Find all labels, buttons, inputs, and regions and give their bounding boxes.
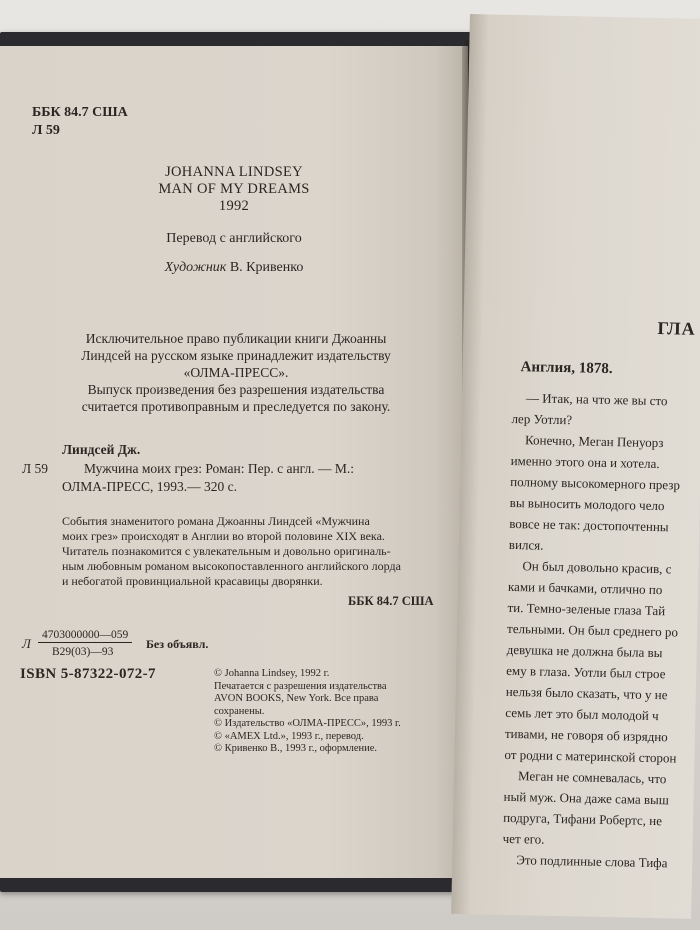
body-line: Конечно, Меган Пенуорз	[524, 432, 664, 451]
annotation-line: Читатель познакомится с увлекательным и довольно оригиналь-	[62, 544, 391, 558]
body-line: ками и бачками, отлично по	[507, 578, 663, 598]
body-line: чет его.	[502, 830, 545, 847]
copyright-line: © Кривенко В., 1993 г., оформление.	[214, 743, 378, 754]
annotation-line: События знаменитого романа Джоанны Линдсей «Мужчина	[62, 514, 370, 528]
body-line: семь лет это был молодой ч	[505, 704, 659, 724]
body-line: ный муж. Она даже сама выш	[503, 788, 670, 808]
fraction-prefix: Л	[22, 636, 31, 651]
annotation-line: ным любовным романом высокопоставленного английского лорда	[62, 559, 401, 573]
translation-note: Перевод с английского	[166, 231, 302, 246]
body-line: нельзя было сказать, что у не	[505, 683, 668, 703]
catalog-code: Л 59	[22, 461, 49, 476]
body-line: ти. Темно-зеленые глаза Тай	[507, 599, 666, 619]
body-text	[502, 387, 684, 873]
body-line: именно этого она и хотела.	[510, 452, 660, 472]
artist-credit	[0, 260, 468, 276]
copyright-block	[214, 668, 401, 756]
chapter-heading: ГЛА	[657, 317, 696, 339]
left-page	[0, 46, 468, 878]
no-announcement: Без объявл.	[146, 637, 209, 651]
artist-label: Художник	[164, 260, 227, 275]
annotation-line: моих грез» происходят в Англии во второй половине XIX века.	[62, 529, 385, 543]
bbk-code: ББК 84.7 США	[32, 105, 128, 120]
place-date: Англия, 1878.	[520, 359, 613, 378]
rights-notice	[26, 330, 446, 415]
annotation	[62, 514, 401, 589]
isbn: ISBN 5-87322-072-7	[20, 666, 156, 682]
body-line: вился.	[508, 536, 544, 553]
body-line: полному высокомерного презр	[510, 473, 681, 493]
copyright-line: © «AMEX Ltd.», 1993 г., перевод.	[214, 730, 364, 742]
body-line: лер Уотли?	[511, 410, 573, 428]
copyright-line: Печатается с разрешения издательства	[214, 680, 387, 692]
copyright-line: © Издательство «ОЛМА-ПРЕСС», 1993 г.	[214, 718, 401, 729]
author-latin: JOHANNA LINDSEY	[165, 164, 303, 180]
fraction-denominator: В29(03)—93	[52, 646, 114, 658]
rights-line: Линдсей на русском языке принадлежит издательству	[81, 348, 391, 363]
body-line: девушка не должна была вы	[506, 641, 663, 661]
annotation-line: и небогатой провинциальной красавицы дворянки.	[62, 574, 323, 588]
body-line: подруга, Тифани Робертс, не	[503, 809, 663, 829]
rights-line: Выпуск произведения без разрешения издательства	[87, 382, 385, 397]
body-line: Это подлинные слова Тифа	[516, 852, 668, 871]
copyright-line: сохранены.	[214, 705, 265, 717]
copyright-line: © Johanna Lindsey, 1992 г.	[214, 668, 330, 679]
body-line: от родни с материнской сторон	[504, 746, 677, 766]
rights-line: Исключительное право публикации книги Джоанны	[85, 331, 387, 346]
body-line: тивами, не говоря об изрядно	[504, 725, 668, 745]
body-line: вовсе не так: достопочтенны	[509, 515, 669, 535]
body-line: ему в глаза. Уотли был строе	[506, 662, 666, 682]
body-line: Он был довольно красив, с	[522, 558, 672, 577]
fraction-numerator: 4703000000—059	[38, 629, 132, 643]
rights-line: считается противоправным и преследуется по закону.	[81, 399, 391, 414]
artist-name: В. Кривенко	[229, 260, 304, 275]
catalog-title: Мужчина моих грез: Роман: Пер. с англ. — М.:	[84, 461, 355, 476]
right-page	[451, 14, 700, 919]
copyright-line: AVON BOOKS, New York. Все права	[214, 693, 379, 704]
body-line: Меган не сомневалась, что	[517, 768, 667, 787]
catalog-author: Линдсей Дж.	[62, 442, 141, 457]
title-latin: MAN OF MY DREAMS	[158, 181, 310, 197]
bbk-bottom: ББК 84.7 США	[348, 594, 434, 608]
rights-line: «ОЛМА-ПРЕСС».	[183, 365, 289, 380]
catalog-publisher: ОЛМА-ПРЕСС, 1993.— 320 с.	[62, 479, 237, 494]
body-line: вы выносить молодого чело	[509, 494, 665, 514]
l-code: Л 59	[32, 123, 60, 138]
body-line: тельными. Он был среднего ро	[506, 620, 679, 640]
body-line: — Итак, на что же вы сто	[525, 390, 668, 409]
year: 1992	[218, 198, 250, 214]
